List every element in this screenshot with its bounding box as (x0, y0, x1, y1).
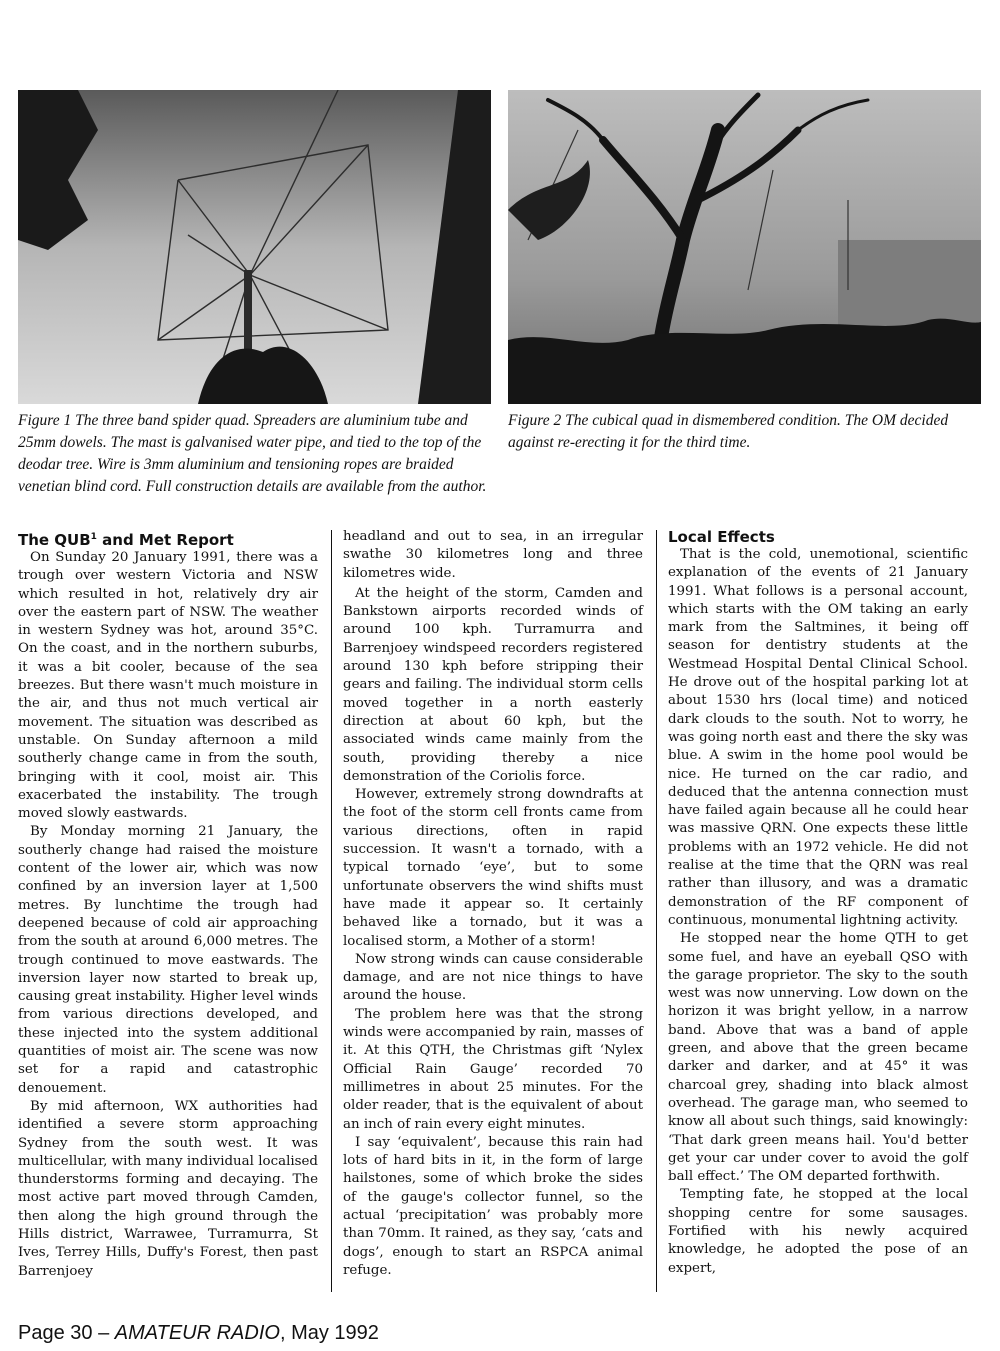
paragraph: Now strong winds can cause considerable damage, and are not nice things to have around the house. (343, 951, 643, 1004)
paragraph: The problem here was that the strong winds were accompanied by rain, masses of it. At this QTH, the Christmas gift ‘Nylex Official Rain Gauge’ recorded 70 millimetres in about 25 minutes. For the older reader, that is the equivalent of about an inch of rain every eight minutes. (343, 1006, 643, 1132)
paragraph: On Sunday 20 January 1991, there was a trough over western Victoria and NSW which resulted in hot, relatively dry air over the eastern part of NSW. The weather in western Sydney was hot, around 35°C. On the coast, and in the northern suburbs, it was a bit cooler, because of the sea breezes. But there wasn't much moisture in the air, and thus not much vertical air movement. The situation was described as unstable. On Sunday afternoon a mild southerly change came in from the south, bringing with it cool, moist air. This exacerbated the instability. The trough moved slowly eastwards. (18, 550, 318, 822)
article-column-1 (18, 528, 318, 1281)
figure-1-photo (18, 90, 491, 404)
figure-1-caption: Figure 1 The three band spider quad. Spreaders are aluminium tube and 25mm dowels. The mast is galvanised water pipe, and tied to the top of the deodar tree. Wire is 3mm aluminium and tensioning ropes are braided venetian blind cord. Full construction details are available from the author. (18, 412, 487, 495)
paragraph: headland and out to sea, in an irregular swathe 30 kilometres long and three kilometres wide. (343, 529, 643, 581)
paragraph: Tempting fate, he stopped at the local shopping centre for some sausages. Fortified with his newly acquired knowledge, he adopted the pose of an expert, (668, 1187, 968, 1276)
paragraph: By Monday morning 21 January, the southerly change had raised the moisture content of the lower air, which was now confined by an inversion layer at 1,500 metres. By lunchtime the trough had deepened because of cold air approaching from the south at around 6,000 metres. The trough continued to move eastwards. The inversion layer now started to break up, causing great instability. Higher level winds from various directions developed, and these injected into the system additional quantities of moist air. The scene was now set for a rapid and catastrophic denouement. (18, 824, 318, 1096)
article-column-2 (343, 528, 643, 1280)
figure-2-photo (508, 90, 981, 404)
section-heading-local-effects: Local Effects (668, 528, 775, 546)
paragraph: However, extremely strong downdrafts at the foot of the storm cell fronts came from various directions, often in rapid succession. It wasn't a tornado, with a typical tornado ‘eye’, but to some unfortunate observers the wind shifts must have made it appear so. It certainly behaved like a tornado, but it was a localised storm, a Mother of a storm! (343, 787, 643, 949)
page-footer (18, 1322, 379, 1345)
column-divider (331, 530, 332, 1292)
paragraph: I say ‘equivalent’, because this rain had lots of hard bits in it, in the form of large hailstones, some of which broke the sides of the gauge's collector funnel, so the actual ‘precipitation’ was probably more than 70mm. It rained, as they say, ‘cats and dogs’, enough to start an RSPCA animal refuge. (343, 1134, 643, 1278)
section-heading-text-tail: and Met Report (96, 531, 234, 549)
section-heading-text: The QUB (18, 531, 91, 549)
footer-issue-date: , May 1992 (279, 1322, 379, 1344)
section-heading-qub-met-report (18, 528, 318, 549)
footer-page-label: Page 30 – (18, 1322, 115, 1344)
paragraph: At the height of the storm, Camden and Bankstown airports recorded winds of around 100 kph. Turramurra and Barrenjoey windspeed recorders registered around 130 kph before stripping their gears and failing. The individual storm cells moved together in a north easterly direction at about 60 kph, but the associated winds came mainly from the south, providing thereby a nice demonstration of the Coriolis force. (343, 585, 643, 784)
column-divider (656, 530, 657, 1292)
figure-1-image (18, 90, 491, 404)
paragraph: By mid afternoon, WX authorities had identified a severe storm approaching Sydney from the south west. It was multicellular, with many individual localised thunderstorms forming and decaying. The most active part moved through Camden, then along the high ground through the Hills district, Warrawee, Turramurra, St Ives, Terrey Hills, Duffy's Forest, then past Barrenjoey (18, 1098, 318, 1279)
figure-2-image (508, 90, 981, 404)
footnote-marker: 1 (90, 532, 97, 542)
footer-magazine-title: AMATEUR RADIO (114, 1322, 280, 1344)
paragraph: He stopped near the home QTH to get some fuel, and have an eyeball QSO with the garage proprietor. The sky to the south west was now unnerving. Low down on the horizon it was bright yellow, in a narrow band. Above that was a band of apple green, and above that the green became darker and darker, and at 45° it was charcoal grey, shading into black almost overhead. The garage man, who seemed to know all about such things, said knowingly: ‘That dark green means hail. You'd better get your car under cover to avoid the golf ball effect.’ The OM departed forthwith. (668, 931, 968, 1185)
figure-2-caption: Figure 2 The cubical quad in dismembered condition. The OM decided against re-erecting it for the third time. (508, 412, 949, 451)
paragraph: That is the cold, unemotional, scientific explanation of the events of 21 January 1991. What follows is a personal account, which starts with the OM taking an early mark from the Saltmines, it being off season for dentistry students at the Westmead Hospital Dental Clinical School. He drove out of the hospital parking lot at about 1530 hrs (local time) and noticed dark clouds to the south. Not to worry, he was going north east and there the sky was blue. A swim in the home pool would be nice. He turned on the car radio, and deduced that the antenna connection must have failed again because all he could hear was massive QRN. One expects these little problems with an 1972 vehicle. He did not realise at the time that the QRN was real rather than illusory, and was a dramatic demonstration of the RF component of continuous, monumental lightning activity. (668, 547, 968, 928)
article-column-3 (668, 528, 968, 1278)
